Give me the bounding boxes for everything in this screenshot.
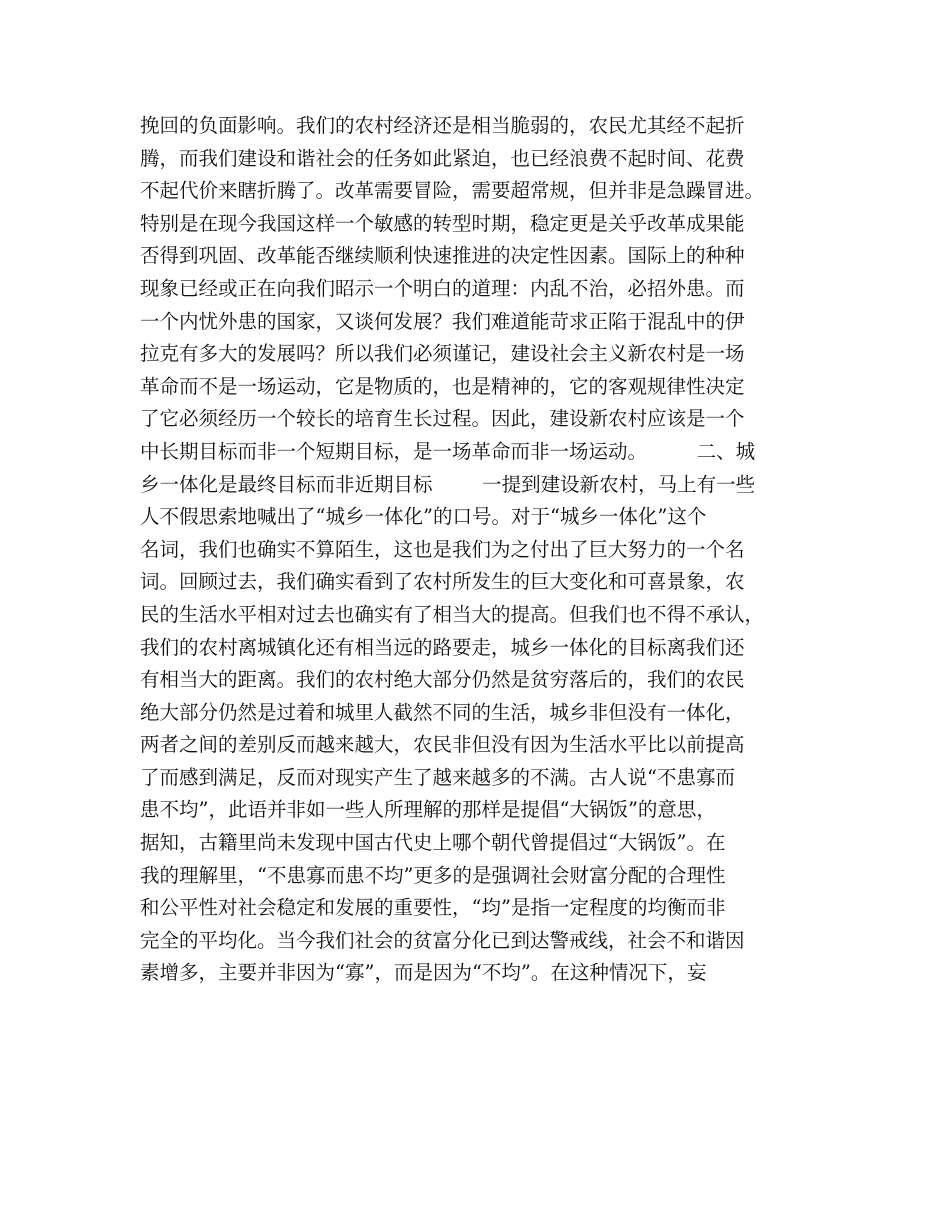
text-line: 词。回顾过去，我们确实看到了农村所发生的巨大变化和可喜景象，农 — [140, 570, 745, 594]
text-line: 有相当大的距离。我们的农村绝大部分仍然是贫穷落后的，我们的农民 — [140, 668, 745, 692]
text-line: 特别是在现今我国这样一个敏感的转型时期，稳定更是关乎改革成果能 — [140, 211, 745, 235]
text-line: 民的生活水平相对过去也确实有了相当大的提高。但我们也不得不承认， — [140, 602, 765, 626]
text-line: 否得到巩固、改革能否继续顺利快速推进的决定性因素。国际上的种种 — [140, 244, 745, 268]
text-line: 据知，古籍里尚未发现中国古代史上哪个朝代曾提倡过“大锅饭”。在 — [140, 831, 726, 855]
text-line: 患不均”，此语并非如一些人所理解的那样是提倡“大锅饭”的意思， — [140, 798, 716, 822]
text-line: 人不假思索地喊出了“城乡一体化”的口号。对于“城乡一体化”这个 — [140, 505, 707, 529]
text-line: 完全的平均化。当今我们社会的贫富分化已到达警戒线，社会不和谐因 — [140, 928, 745, 952]
text-line: 挽回的负面影响。我们的农村经济还是相当脆弱的，农民尤其经不起折 — [140, 114, 745, 137]
text-line: 腾，而我们建设和谐社会的任务如此紧迫，也已经浪费不起时间、花费 — [140, 146, 745, 170]
text-line: 拉克有多大的发展吗？所以我们必须谨记，建设社会主义新农村是一场 — [140, 342, 745, 366]
text-line: 了而感到满足，反而对现实产生了越来越多的不满。古人说“不患寡而 — [140, 765, 735, 789]
text-line: 绝大部分仍然是过着和城里人截然不同的生活，城乡非但没有一体化， — [140, 700, 745, 724]
body-text — [140, 110, 830, 990]
text-line: 乡一体化是最终目标而非近期目标 一提到建设新农村，马上有一些 — [140, 472, 756, 496]
text-line: 和公平性对社会稳定和发展的重要性，“均”是指一定程度的均衡而非 — [140, 896, 726, 920]
text-line: 我的理解里，“不患寡而患不均”更多的是强调社会财富分配的合理性 — [140, 863, 726, 887]
text-line: 现象已经或正在向我们昭示一个明白的道理：内乱不治，必招外患。而 — [140, 276, 745, 300]
text-line: 一个内忧外患的国家，又谈何发展？我们难道能苛求正陷于混乱中的伊 — [140, 309, 745, 333]
text-line: 不起代价来瞎折腾了。改革需要冒险，需要超常规，但并非是急躁冒进。 — [140, 179, 765, 203]
text-line: 中长期目标而非一个短期目标，是一场革命而非一场运动。 二、城 — [140, 439, 756, 463]
text-line: 名词，我们也确实不算陌生，这也是我们为之付出了巨大努力的一个名 — [140, 537, 745, 561]
text-line: 我们的农村离城镇化还有相当远的路要走，城乡一体化的目标离我们还 — [140, 635, 745, 659]
text-line: 两者之间的差别反而越来越大，农民非但没有因为生活水平比以前提高 — [140, 733, 745, 757]
text-line: 了它必须经历一个较长的培育生长过程。因此，建设新农村应该是一个 — [140, 407, 745, 431]
text-line: 素增多，主要并非因为“寡”，而是因为“不均”。在这种情况下，妄 — [140, 961, 707, 985]
text-line: 革命而不是一场运动，它是物质的，也是精神的，它的客观规律性决定 — [140, 374, 745, 398]
